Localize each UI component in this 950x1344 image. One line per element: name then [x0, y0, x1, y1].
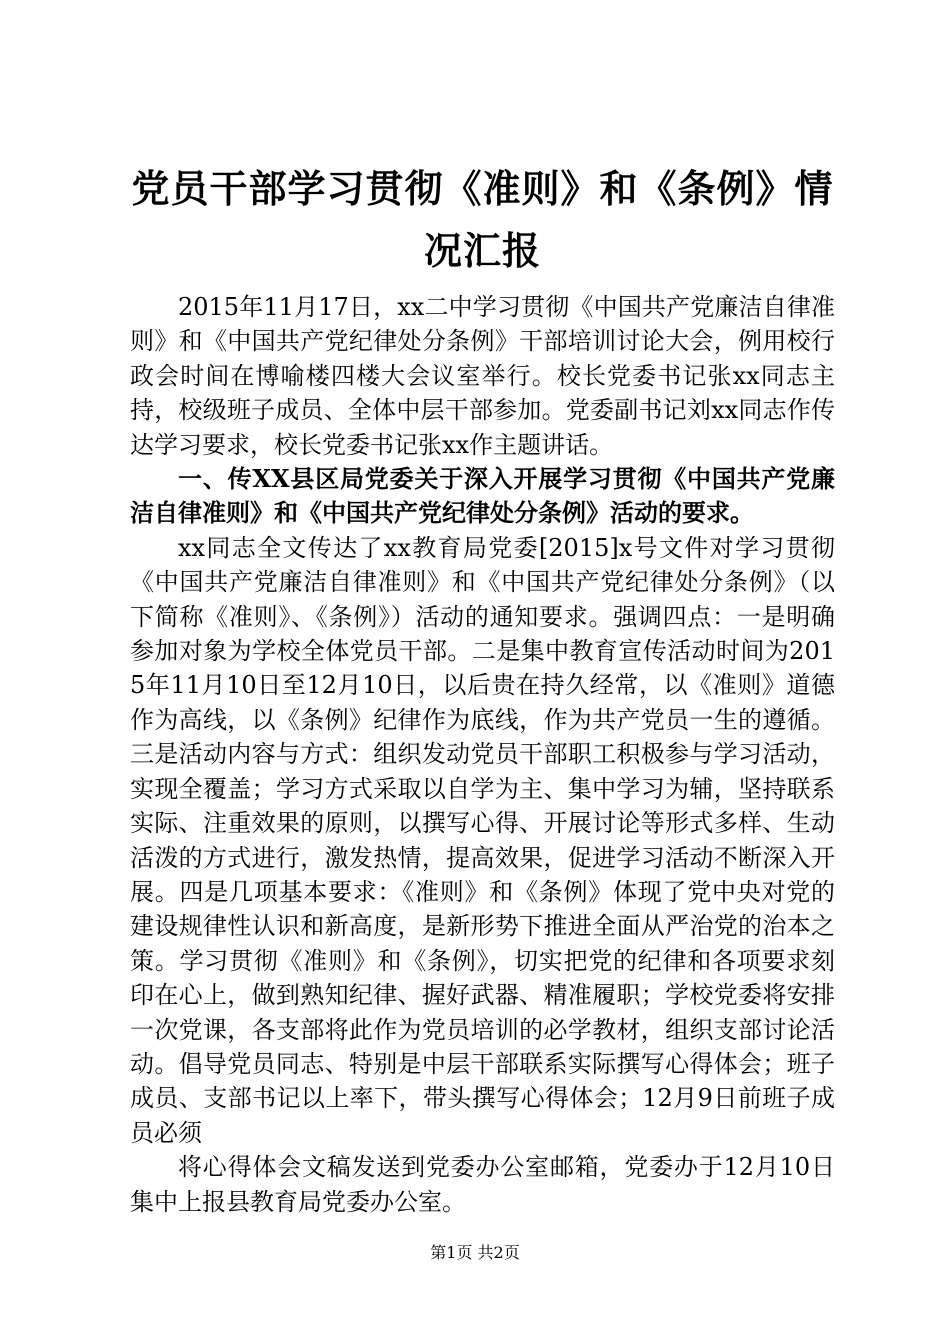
- document-title: 党员干部学习贯彻《准则》和《条例》情况汇报: [131, 166, 834, 273]
- body-paragraph: xx同志全文传达了xx教育局党委[2015]x号文件对学习贯彻《中国共产党廉洁自律准则》和《中国共产党纪律处分条例》（以下简称《准则》、《条例》）活动的通知要求。强调四点：一是明确参加对象为学校全体党员干部。二是集中教育宣传活动时间为2015年11月10日至12月10日，以后贵在持久经常，以《准则》道德作为高线，以《条例》纪律作为底线，作为共产党员一生的遵循。三是活动内容与方式：组织发动党员干部职工积极参与学习活动，实现全覆盖；学习方式采取以自学为主、集中学习为辅，坚持联系实际、注重效果的原则，以撰写心得、开展讨论等形式多样、生动活泼的方式进行，激发热情，提高效果，促进学习活动不断深入开展。四是几项基本要求：《准则》和《条例》体现了党中央对党的建设规律性认识和新高度，是新形势下推进全面从严治党的治本之策。学习贯彻《准则》和《条例》，切实把党的纪律和各项要求刻印在心上，做到熟知纪律、握好武器、精准履职；学校党委将安排一次党课，各支部将此作为党员培训的必学教材，组织支部讨论活动。倡导党员同志、特别是中层干部联系实际撰写心得体会；班子成员、支部书记以上率下，带头撰写心得体会；12月9日前班子成员必须: [130, 533, 835, 1147]
- document-page: [130, 158, 835, 1219]
- page-footer: 第1页 共2页: [430, 1243, 520, 1262]
- closing-paragraph: 将心得体会文稿发送到党委办公室邮箱，党委办于12月10日集中上报县教育局党委办公室。: [130, 1153, 835, 1216]
- section-heading: 一、传XX县区局党委关于深入开展学习贯彻《中国共产党廉洁自律准则》和《中国共产党纪律处分条例》活动的要求。: [130, 464, 835, 528]
- intro-paragraph: 2015年11月17日，xx二中学习贯彻《中国共产党廉洁自律准则》和《中国共产党纪律处分条例》干部培训讨论大会，例用校行政会时间在博喻楼四楼大会议室举行。校长党委书记张xx同志主持，校级班子成员、全体中层干部参加。党委副书记刘xx同志作传达学习要求，校长党委书记张xx作主题讲话。: [130, 293, 835, 459]
